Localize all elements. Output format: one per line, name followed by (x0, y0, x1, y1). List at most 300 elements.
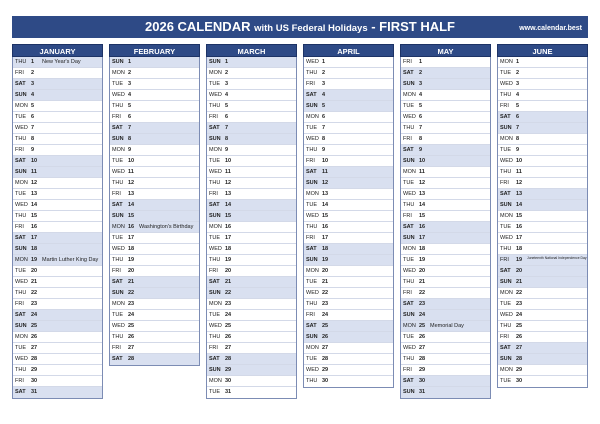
day-row (110, 134, 199, 145)
weekday-label: WED (500, 312, 513, 318)
day-number: 30 (31, 378, 38, 384)
day-row (498, 112, 587, 123)
weekday-label: MON (500, 213, 513, 219)
day-number: 23 (225, 301, 232, 307)
day-number: 15 (31, 213, 38, 219)
day-number: 12 (128, 180, 135, 186)
weekday-label: SAT (112, 356, 123, 362)
weekday-label: THU (112, 334, 124, 340)
day-row (304, 310, 393, 321)
day-row (304, 200, 393, 211)
day-row (207, 123, 296, 134)
weekday-label: SAT (403, 224, 414, 230)
day-row (498, 233, 587, 244)
day-row (13, 288, 102, 299)
weekday-label: THU (15, 59, 27, 65)
day-number: 29 (516, 367, 523, 373)
weekday-label: WED (306, 213, 319, 219)
day-number: 11 (516, 169, 522, 175)
day-number: 7 (419, 125, 423, 131)
day-number: 14 (516, 202, 523, 208)
weekday-label: MON (209, 147, 222, 153)
day-row (207, 178, 296, 189)
day-number: 2 (31, 70, 35, 76)
month-may (400, 44, 491, 399)
weekday-label: SAT (500, 191, 511, 197)
day-number: 23 (419, 301, 426, 307)
weekday-label: SAT (15, 235, 26, 241)
day-number: 15 (516, 213, 523, 219)
day-row (13, 167, 102, 178)
day-row (498, 354, 587, 365)
day-row (110, 101, 199, 112)
weekday-label: MON (209, 301, 222, 307)
day-row (498, 299, 587, 310)
day-row (207, 277, 296, 288)
day-row (207, 288, 296, 299)
day-number: 6 (225, 114, 229, 120)
day-number: 25 (419, 323, 426, 329)
day-row (498, 288, 587, 299)
day-number: 8 (516, 136, 520, 142)
weekday-label: SUN (500, 202, 512, 208)
day-number: 19 (516, 257, 523, 263)
month-march (206, 44, 297, 399)
weekday-label: MON (15, 334, 28, 340)
day-number: 12 (225, 180, 232, 186)
weekday-label: THU (403, 279, 415, 285)
weekday-label: THU (403, 202, 415, 208)
weekday-label: MON (500, 367, 513, 373)
day-number: 10 (419, 158, 426, 164)
day-number: 14 (322, 202, 329, 208)
day-row (304, 178, 393, 189)
day-row (304, 90, 393, 101)
weekday-label: SUN (15, 246, 27, 252)
website-link[interactable]: www.calendar.best (519, 25, 582, 32)
day-row (207, 189, 296, 200)
day-row (13, 156, 102, 167)
weekday-label: FRI (209, 114, 218, 120)
day-row (401, 211, 490, 222)
day-row (498, 167, 587, 178)
day-row (13, 145, 102, 156)
day-number: 5 (225, 103, 229, 109)
weekday-label: FRI (112, 345, 121, 351)
weekday-label: TUE (306, 356, 317, 362)
day-number: 22 (128, 290, 135, 296)
day-list (206, 57, 297, 399)
day-number: 13 (128, 191, 135, 197)
day-row (110, 79, 199, 90)
weekday-label: FRI (112, 114, 121, 120)
day-row (401, 310, 490, 321)
day-number: 18 (31, 246, 38, 252)
weekday-label: SAT (500, 345, 511, 351)
day-number: 20 (322, 268, 329, 274)
day-row (110, 90, 199, 101)
holiday-name: Martin Luther King Day (42, 257, 99, 263)
day-number: 9 (31, 147, 35, 153)
weekday-label: WED (306, 290, 319, 296)
weekday-label: FRI (403, 59, 412, 65)
day-row (498, 211, 587, 222)
weekday-label: FRI (403, 290, 412, 296)
day-row (110, 244, 199, 255)
month-header: APRIL (303, 44, 394, 57)
day-number: 22 (419, 290, 426, 296)
weekday-label: THU (306, 378, 318, 384)
day-number: 24 (322, 312, 329, 318)
weekday-label: SAT (403, 70, 414, 76)
day-row (304, 222, 393, 233)
weekday-label: SUN (306, 257, 318, 263)
weekday-label: WED (306, 59, 319, 65)
day-row (401, 200, 490, 211)
day-row (207, 310, 296, 321)
weekday-label: MON (112, 301, 125, 307)
day-number: 29 (31, 367, 38, 373)
weekday-label: TUE (15, 191, 26, 197)
day-number: 24 (225, 312, 232, 318)
day-number: 27 (322, 345, 329, 351)
day-number: 27 (516, 345, 523, 351)
day-number: 2 (419, 70, 423, 76)
day-row (498, 145, 587, 156)
day-row (304, 321, 393, 332)
day-row (498, 255, 587, 266)
day-number: 27 (225, 345, 232, 351)
day-row (304, 365, 393, 376)
day-number: 9 (516, 147, 520, 153)
day-number: 28 (128, 356, 135, 362)
day-row (401, 288, 490, 299)
weekday-label: SUN (500, 279, 512, 285)
day-row (401, 68, 490, 79)
day-number: 28 (322, 356, 329, 362)
day-row (207, 244, 296, 255)
day-row (498, 57, 587, 68)
weekday-label: MON (306, 114, 319, 120)
day-number: 31 (31, 389, 38, 395)
day-number: 7 (31, 125, 35, 131)
weekday-label: SUN (500, 125, 512, 131)
day-row (13, 68, 102, 79)
day-row (13, 277, 102, 288)
title-main: 2026 CALENDAR (145, 19, 251, 34)
day-row (207, 57, 296, 68)
day-row (110, 233, 199, 244)
weekday-label: FRI (15, 378, 24, 384)
day-number: 7 (322, 125, 326, 131)
weekday-label: SAT (209, 279, 220, 285)
day-row (110, 277, 199, 288)
day-row (110, 310, 199, 321)
day-row (304, 123, 393, 134)
day-number: 20 (419, 268, 426, 274)
day-number: 4 (419, 92, 423, 98)
day-number: 13 (225, 191, 232, 197)
weekday-label: TUE (306, 279, 317, 285)
weekday-label: THU (403, 125, 415, 131)
day-row (13, 57, 102, 68)
day-row (401, 167, 490, 178)
weekday-label: FRI (112, 191, 121, 197)
day-row (401, 101, 490, 112)
day-row (13, 134, 102, 145)
day-number: 25 (516, 323, 523, 329)
day-number: 11 (128, 169, 134, 175)
day-number: 11 (322, 169, 328, 175)
day-row (13, 332, 102, 343)
weekday-label: FRI (403, 367, 412, 373)
day-row (207, 332, 296, 343)
day-number: 20 (128, 268, 135, 274)
day-row (207, 112, 296, 123)
day-number: 12 (31, 180, 38, 186)
day-row (207, 200, 296, 211)
day-number: 24 (31, 312, 38, 318)
day-row (304, 266, 393, 277)
weekday-label: SUN (403, 81, 415, 87)
day-number: 1 (322, 59, 326, 65)
day-row (304, 255, 393, 266)
day-number: 29 (225, 367, 232, 373)
weekday-label: MON (209, 224, 222, 230)
day-row (13, 321, 102, 332)
day-number: 28 (419, 356, 426, 362)
day-row (110, 57, 199, 68)
day-number: 8 (419, 136, 423, 142)
day-row (110, 178, 199, 189)
weekday-label: MON (306, 191, 319, 197)
day-number: 23 (31, 301, 38, 307)
holiday-name: Washington's Birthday (139, 224, 194, 230)
weekday-label: FRI (500, 257, 509, 263)
day-number: 11 (225, 169, 231, 175)
day-number: 24 (419, 312, 426, 318)
day-row (498, 156, 587, 167)
day-number: 18 (516, 246, 523, 252)
day-row (401, 354, 490, 365)
day-number: 20 (516, 268, 523, 274)
weekday-label: TUE (306, 202, 317, 208)
day-number: 5 (31, 103, 35, 109)
day-number: 13 (516, 191, 523, 197)
day-row (498, 90, 587, 101)
day-number: 29 (419, 367, 426, 373)
weekday-label: TUE (500, 301, 511, 307)
day-number: 22 (516, 290, 523, 296)
weekday-label: SUN (15, 169, 27, 175)
day-number: 1 (516, 59, 520, 65)
day-row (401, 178, 490, 189)
day-number: 23 (128, 301, 135, 307)
day-row (401, 321, 490, 332)
day-number: 14 (31, 202, 38, 208)
day-number: 21 (322, 279, 329, 285)
weekday-label: FRI (306, 81, 315, 87)
weekday-label: SUN (209, 290, 221, 296)
weekday-label: WED (403, 191, 416, 197)
day-row (401, 123, 490, 134)
weekday-label: TUE (403, 103, 414, 109)
day-row (498, 376, 587, 387)
day-row (207, 266, 296, 277)
weekday-label: WED (112, 323, 125, 329)
day-number: 10 (31, 158, 38, 164)
day-row (498, 222, 587, 233)
day-number: 19 (419, 257, 426, 263)
day-row (207, 233, 296, 244)
day-number: 4 (225, 92, 229, 98)
weekday-label: TUE (15, 114, 26, 120)
day-row (13, 310, 102, 321)
day-row (498, 321, 587, 332)
day-number: 3 (128, 81, 132, 87)
day-number: 6 (322, 114, 326, 120)
day-row (110, 211, 199, 222)
holiday-name: Juneteenth National Independence Day (527, 256, 587, 260)
day-number: 20 (225, 268, 232, 274)
weekday-label: SUN (209, 136, 221, 142)
weekday-label: WED (209, 323, 222, 329)
weekday-label: THU (209, 103, 221, 109)
weekday-label: WED (15, 279, 28, 285)
weekday-label: MON (403, 169, 416, 175)
day-number: 21 (225, 279, 232, 285)
day-row (13, 244, 102, 255)
weekday-label: WED (403, 114, 416, 120)
day-number: 12 (419, 180, 426, 186)
day-row (13, 255, 102, 266)
day-number: 18 (225, 246, 232, 252)
day-row (13, 387, 102, 398)
holiday-name: New Year's Day (42, 59, 81, 65)
day-row (13, 178, 102, 189)
weekday-label: SAT (306, 169, 317, 175)
day-number: 7 (128, 125, 132, 131)
day-number: 21 (128, 279, 135, 285)
day-number: 10 (225, 158, 232, 164)
day-row (207, 222, 296, 233)
day-row (304, 211, 393, 222)
day-row (110, 145, 199, 156)
day-number: 9 (322, 147, 326, 153)
day-row (401, 376, 490, 387)
day-row (207, 167, 296, 178)
day-row (207, 68, 296, 79)
weekday-label: SUN (112, 59, 124, 65)
weekday-label: SAT (306, 92, 317, 98)
day-number: 15 (128, 213, 135, 219)
day-row (110, 332, 199, 343)
month-header: FEBRUARY (109, 44, 200, 57)
day-number: 8 (31, 136, 35, 142)
day-row (401, 266, 490, 277)
day-number: 4 (31, 92, 35, 98)
day-number: 25 (225, 323, 232, 329)
day-number: 19 (322, 257, 329, 263)
day-list (109, 57, 200, 366)
day-number: 31 (419, 389, 426, 395)
day-number: 24 (516, 312, 523, 318)
day-number: 11 (31, 169, 37, 175)
day-row (207, 299, 296, 310)
weekday-label: SUN (403, 235, 415, 241)
month-header: JANUARY (12, 44, 103, 57)
day-row (110, 299, 199, 310)
day-row (110, 354, 199, 365)
weekday-label: TUE (209, 158, 220, 164)
weekday-label: WED (306, 136, 319, 142)
day-number: 17 (322, 235, 329, 241)
weekday-label: MON (209, 378, 222, 384)
day-number: 8 (128, 136, 132, 142)
weekday-label: SUN (403, 158, 415, 164)
day-number: 3 (516, 81, 520, 87)
month-april (303, 44, 394, 388)
day-number: 18 (419, 246, 426, 252)
weekday-label: WED (112, 169, 125, 175)
day-number: 23 (322, 301, 329, 307)
day-row (401, 156, 490, 167)
weekday-label: FRI (306, 312, 315, 318)
day-row (110, 167, 199, 178)
day-row (401, 233, 490, 244)
day-row (498, 68, 587, 79)
weekday-label: SAT (209, 202, 220, 208)
weekday-label: THU (209, 180, 221, 186)
day-row (207, 354, 296, 365)
day-row (304, 145, 393, 156)
day-row (207, 387, 296, 398)
day-row (207, 156, 296, 167)
weekday-label: MON (209, 70, 222, 76)
day-row (304, 244, 393, 255)
day-number: 1 (128, 59, 132, 65)
day-row (304, 189, 393, 200)
day-row (401, 112, 490, 123)
day-number: 22 (322, 290, 329, 296)
day-row (13, 211, 102, 222)
weekday-label: MON (112, 224, 125, 230)
weekday-label: SUN (500, 356, 512, 362)
weekday-label: SAT (306, 323, 317, 329)
weekday-label: WED (15, 202, 28, 208)
day-number: 10 (322, 158, 329, 164)
day-row (401, 57, 490, 68)
day-row (498, 277, 587, 288)
weekday-label: SAT (500, 114, 511, 120)
weekday-label: SAT (112, 202, 123, 208)
weekday-label: THU (500, 323, 512, 329)
weekday-label: THU (112, 180, 124, 186)
weekday-label: FRI (500, 334, 509, 340)
day-row (304, 299, 393, 310)
weekday-label: SUN (403, 312, 415, 318)
day-number: 27 (128, 345, 135, 351)
day-row (401, 332, 490, 343)
day-row (304, 288, 393, 299)
weekday-label: TUE (112, 158, 123, 164)
weekday-label: THU (15, 290, 27, 296)
day-number: 17 (419, 235, 426, 241)
day-number: 19 (128, 257, 135, 263)
day-number: 17 (128, 235, 135, 241)
day-row (304, 156, 393, 167)
day-row (401, 79, 490, 90)
